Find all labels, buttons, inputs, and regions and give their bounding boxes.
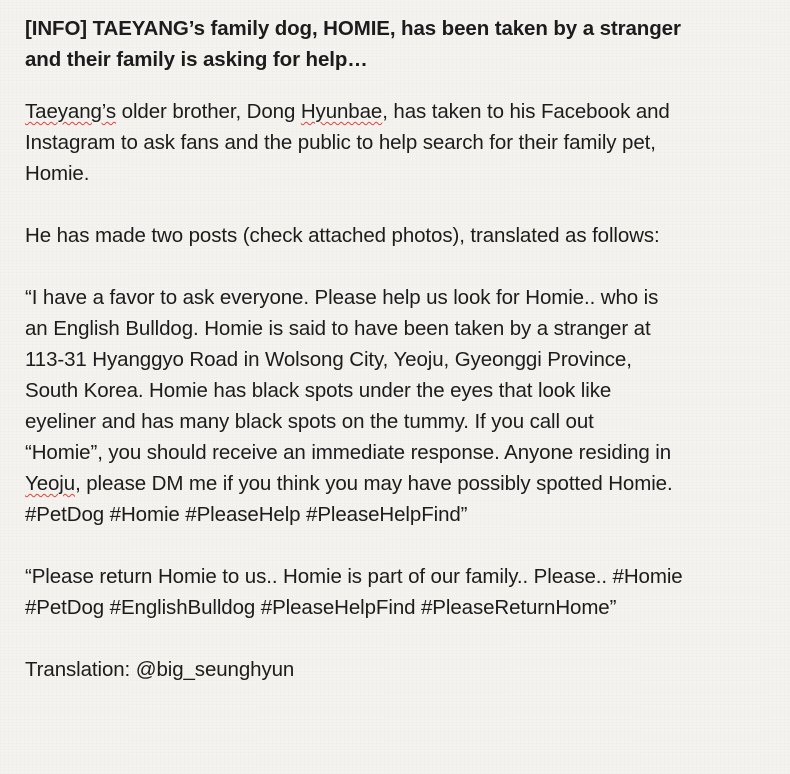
intro-text: older brother, Dong bbox=[116, 100, 301, 123]
post-1-quote bbox=[25, 282, 785, 530]
article-title bbox=[25, 13, 785, 75]
post2-line-1: “Please return Homie to us.. Homie is part of our family.. Please.. #Homie bbox=[25, 565, 683, 588]
post1-text: , please DM me if you think you may have possibly spotted Homie. bbox=[75, 472, 673, 495]
intro-line-1 bbox=[25, 96, 785, 127]
post1-line-6: “Homie”, you should receive an immediate response. Anyone residing in bbox=[25, 441, 672, 464]
spellcheck-word: Taeyang’s bbox=[25, 100, 117, 123]
post1-line-7 bbox=[25, 468, 785, 499]
intro-line-3: Homie. bbox=[25, 162, 90, 185]
post1-line-5: eyeliner and has many black spots on the tummy. If you call out bbox=[25, 410, 594, 433]
posts-intro-line-1: He has made two posts (check attached photos), translated as follows: bbox=[25, 224, 660, 247]
translation-credit bbox=[25, 654, 785, 685]
post1-line-4: South Korea. Homie has black spots under the eyes that look like bbox=[25, 379, 612, 402]
spellcheck-word: Yeoju bbox=[25, 472, 76, 495]
post1-line-2: an English Bulldog. Homie is said to have been taken by a stranger at bbox=[25, 317, 651, 340]
intro-text: , has taken to his Facebook and bbox=[382, 100, 670, 123]
post-2-quote bbox=[25, 561, 785, 623]
title-line-2: and their family is asking for help… bbox=[25, 48, 368, 71]
post1-line-3: 113-31 Hyanggyo Road in Wolsong City, Yeoju, Gyeonggi Province, bbox=[25, 348, 632, 371]
intro-line-2: Instagram to ask fans and the public to help search for their family pet, bbox=[25, 131, 656, 154]
posts-intro-paragraph bbox=[25, 220, 785, 251]
post1-line-8: #PetDog #Homie #PleaseHelp #PleaseHelpFind” bbox=[25, 503, 468, 526]
credit-line-1: Translation: @big_seunghyun bbox=[25, 658, 295, 681]
post1-line-1: “I have a favor to ask everyone. Please help us look for Homie.. who is bbox=[25, 286, 659, 309]
spellcheck-word: Hyunbae bbox=[300, 100, 383, 123]
post2-line-2: #PetDog #EnglishBulldog #PleaseHelpFind #PleaseReturnHome” bbox=[25, 596, 617, 619]
title-line-1: [INFO] TAEYANG’s family dog, HOMIE, has been taken by a stranger bbox=[25, 17, 681, 40]
intro-paragraph bbox=[25, 96, 785, 189]
